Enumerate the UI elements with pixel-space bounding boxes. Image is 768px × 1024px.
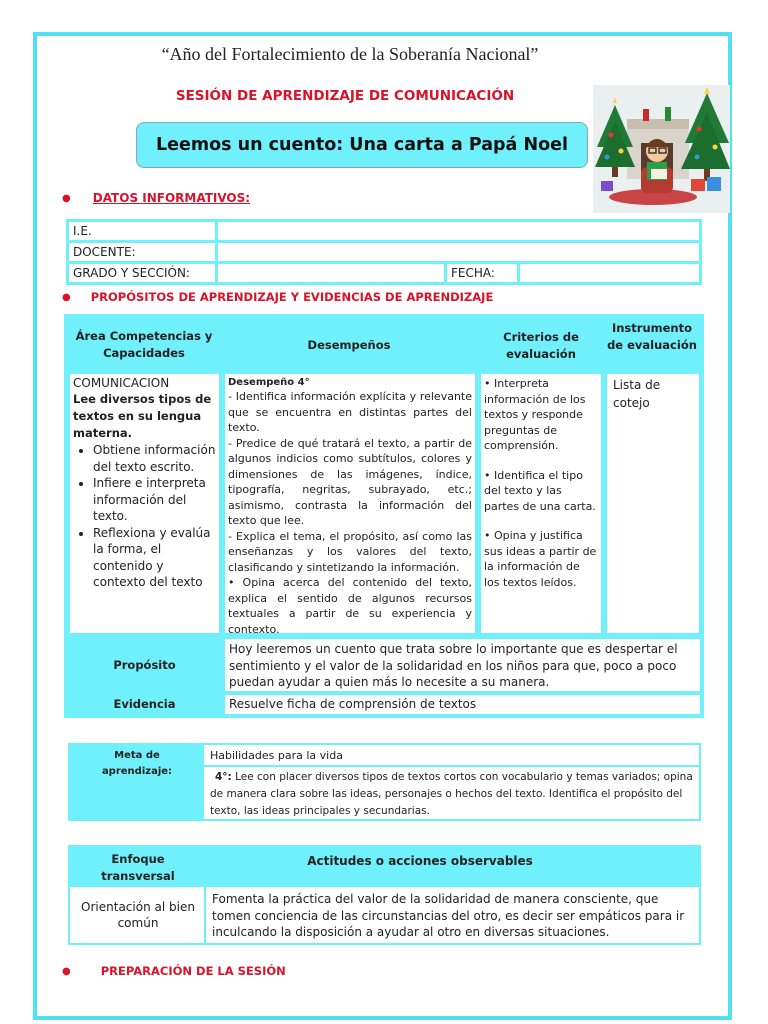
capacidad-item: • Infiere e interpreta información del texto. (93, 475, 216, 525)
criterio-item: • Identifica el tipo del texto y las partes de una carta. (484, 468, 596, 513)
criterio-item: • Opina y justifica sus ideas a partir de la información de los textos leídos. (484, 529, 597, 589)
enfoque-table (68, 845, 701, 945)
session-title: SESIÓN DE APRENDIZAJE DE COMUNICACIÓN (175, 88, 515, 104)
meta-text-block (210, 769, 696, 820)
desempeno-cell (225, 374, 475, 636)
info-table (66, 219, 702, 285)
enfoque-vdivider (204, 887, 206, 943)
enfoque-header-left: Enfoque transversal (101, 852, 175, 883)
story-title-box (136, 122, 588, 168)
docente-field[interactable] (217, 242, 701, 263)
propositos-heading-label: PROPÓSITOS DE APRENDIZAJE Y EVIDENCIAS DE APRENDIZAJE (90, 290, 494, 304)
propositos-heading (62, 290, 493, 304)
desempeno-item: - Explica el tema, el propósito, así como las enseñanzas y los valores del texto, clasificando y sintetizando la información. (228, 529, 472, 574)
instrumento-value: Lista de cotejo (613, 378, 661, 410)
proposito-label: Propósito (113, 658, 176, 672)
desempeno-item: • Opina acerca del contenido del texto, explica el sentido de algunos recursos textuales a partir de su experiencia y contexto. (228, 576, 472, 636)
bullet-icon: ● (62, 291, 71, 303)
capacidad-item: • Reflexiona y evalúa la forma, el contenido y contexto del texto (93, 525, 216, 591)
competencia-title: Lee diversos tipos de textos en su lengua materna. (73, 392, 212, 440)
area-name: COMUNICACION (73, 376, 170, 390)
docente-label: DOCENTE: (68, 242, 217, 263)
preparacion-heading (62, 964, 286, 978)
instrumento-cell (607, 374, 699, 633)
desempeno-item: - Predice de qué tratará el texto, a partir de algunos indicios como subtítulos, colores y dimensiones de las imágenes, índice, tipografía, negritas, subrayado, etc.; asimismo, contrasta la información del texto que lee. (228, 436, 472, 527)
evidencia-label: Evidencia (113, 697, 176, 711)
datos-heading (62, 191, 250, 205)
capacidad-item: • Obtiene información del texto escrito. (93, 442, 216, 475)
meta-grade: 4°: (215, 771, 232, 783)
meta-label: Meta de aprendizaje: (101, 750, 173, 777)
enfoque-text: Fomenta la práctica del valor de la solidaridad de manera consciente, que tomen conciencia de las circunstancias del otro, es decir ser empáticos para ir inculcando la disposición a ayudar al otro en diversas situaciones. (212, 892, 685, 939)
meta-habilidades: Habilidades para la vida (210, 749, 343, 762)
christmas-illustration (593, 85, 730, 213)
header-instrumento: Instrumento de evaluación (607, 321, 697, 352)
evidencia-text: Resuelve ficha de comprensión de textos (229, 697, 477, 711)
meta-table (68, 743, 701, 821)
proposito-text-cell (225, 639, 700, 691)
competencias-table (64, 314, 704, 718)
story-title: Leemos un cuento: Una carta a Papá Noel (156, 135, 568, 155)
datos-heading-label: DATOS INFORMATIVOS: (92, 191, 251, 205)
bullet-icon: ● (62, 965, 71, 977)
bullet-icon: ● (62, 192, 71, 204)
desempeno-item: - Identifica información explícita y relevante que se encuentra en distintas partes del texto. (228, 390, 472, 434)
preparacion-heading-label: PREPARACIÓN DE LA SESIÓN (100, 964, 286, 978)
meta-divider (204, 765, 701, 767)
ie-label: I.E. (68, 221, 217, 242)
evidencia-text-cell (225, 695, 700, 714)
grado-label: GRADO Y SECCIÓN: (68, 263, 217, 284)
criterios-cell (481, 374, 601, 633)
grado-field[interactable] (217, 263, 446, 284)
fecha-label: FECHA: (446, 263, 519, 284)
proposito-text: Hoy leeremos un cuento que trata sobre lo importante que es despertar el sentimiento y el valor de la solidaridad en los niños para que, poco a poco puedan ayudar a quien más lo necesite a su manera. (229, 642, 678, 689)
ie-field[interactable] (217, 221, 701, 242)
enfoque-header-right: Actitudes o acciones observables (307, 854, 533, 868)
desempeno-title: Desempeño 4° (228, 377, 310, 388)
competencia-cell (70, 374, 219, 633)
christmas-scene-icon (593, 85, 730, 213)
criterio-item: • Interpreta información de los textos y responde preguntas de comprensión. (484, 377, 586, 452)
meta-label-cell (70, 745, 204, 819)
header-area: Área Competencias y Capacidades (75, 329, 213, 360)
enfoque-name: Orientación al bien común (81, 900, 195, 930)
year-title: “Año del Fortalecimiento de la Soberanía Nacional” (161, 44, 539, 64)
meta-text: Lee con placer diversos tipos de textos cortos con vocabulario y temas variados; opina de manera clara sobre las ideas, personajes o hechos del texto. Identifica el propósito del texto, las ideas principales y secundarias. (210, 771, 693, 817)
header-desempenos: Desempeños (307, 338, 391, 352)
header-criterios: Criterios de evaluación (503, 330, 579, 361)
capacidades-list (73, 442, 216, 591)
fecha-field[interactable] (519, 263, 701, 284)
